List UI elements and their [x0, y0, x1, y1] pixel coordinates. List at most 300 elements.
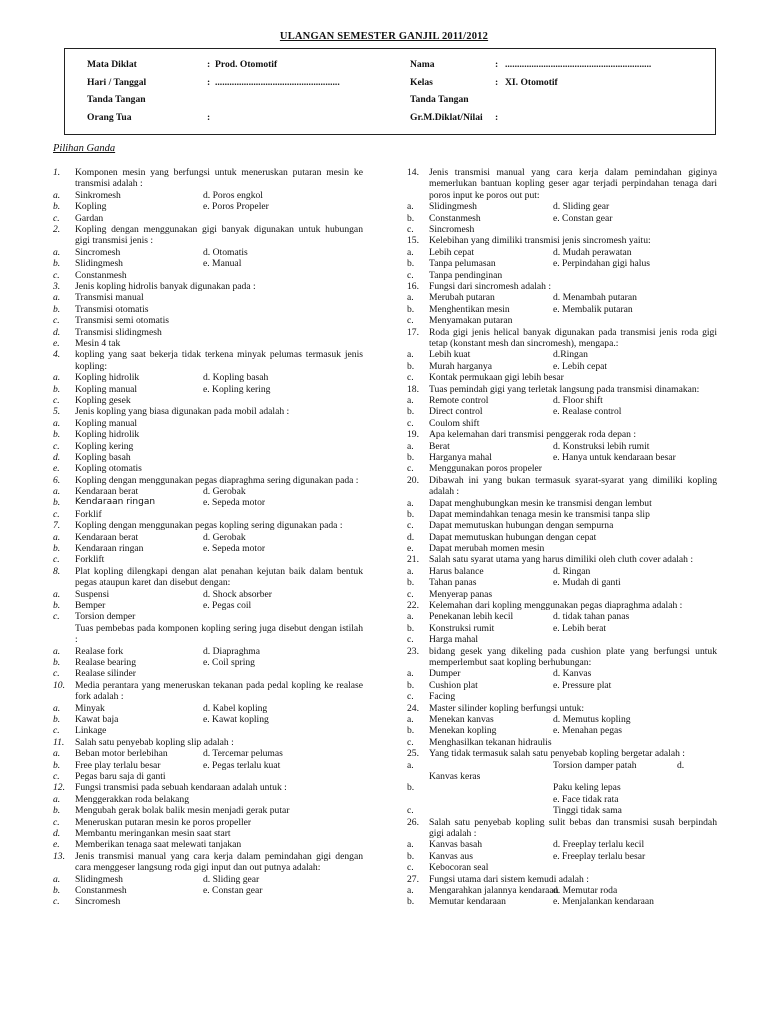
option-text: Constanmesh: [75, 269, 127, 281]
option-text-secondary: e. Realase control: [553, 406, 622, 418]
answer-option-row[interactable]: [407, 805, 717, 816]
answer-option-row[interactable]: [53, 532, 363, 543]
answer-options: [407, 714, 717, 748]
option-letter: a.: [407, 497, 414, 509]
identity-separator: :: [495, 59, 499, 70]
option-letter: c.: [407, 372, 414, 384]
option-text: Murah harganya: [429, 360, 492, 372]
option-letter: c.: [407, 805, 414, 817]
option-letter: c.: [407, 736, 414, 748]
answer-options: [407, 885, 717, 908]
answer-option-row[interactable]: [53, 258, 363, 269]
option-text: Kendaraan ringan: [75, 497, 156, 508]
question-text: Fungsi dari sincromesh adalah :: [429, 280, 552, 292]
answer-option-row[interactable]: [53, 497, 363, 508]
option-letter: c.: [53, 770, 60, 782]
question-text: Komponen mesin yang berfungsi untuk meneruskan putaran mesin ke transmisi adalah :: [75, 167, 363, 190]
option-text-secondary: e. Membalik putaran: [553, 303, 633, 315]
answer-option-row[interactable]: [53, 247, 363, 258]
option-text: Dumper: [429, 668, 461, 680]
option-text-secondary: d. Otomatis: [203, 246, 248, 258]
option-text: Pegas baru saja di ganti: [75, 770, 166, 782]
option-text-secondary: d. Poros engkol: [203, 189, 263, 201]
answer-option-row[interactable]: [407, 258, 717, 269]
option-text: Slidingmesh: [75, 258, 123, 270]
option-letter: a.: [407, 246, 414, 258]
identity-value: Prod. Otomotif: [215, 59, 278, 70]
answer-option-row[interactable]: [407, 452, 717, 463]
option-text: Forklif: [75, 508, 102, 520]
answer-option-row[interactable]: [407, 520, 717, 531]
answer-option-row[interactable]: [53, 315, 363, 326]
answer-option-row[interactable]: [407, 589, 717, 600]
answer-option-row[interactable]: [407, 714, 717, 725]
answer-option-row[interactable]: [407, 885, 717, 896]
answer-option-row[interactable]: [53, 828, 363, 839]
option-letter: c.: [53, 896, 60, 908]
option-letter: a.: [407, 839, 414, 851]
answer-option-row[interactable]: [53, 817, 363, 828]
option-text: Memutar kendaraan: [429, 896, 506, 908]
option-letter: e.: [53, 839, 60, 851]
option-text: Beban motor berlebihan: [75, 748, 168, 760]
identity-row: [87, 94, 387, 112]
option-letter: b.: [407, 850, 415, 862]
answer-option-row[interactable]: [53, 463, 363, 474]
answer-option-row[interactable]: [407, 418, 717, 429]
answer-option-row[interactable]: [53, 714, 363, 725]
answer-option-row[interactable]: [53, 771, 363, 782]
answer-option-row[interactable]: [407, 566, 717, 577]
option-letter: b.: [407, 896, 415, 908]
answer-options: [407, 292, 717, 326]
answer-option-row[interactable]: [407, 498, 717, 509]
answer-options: [53, 247, 363, 281]
answer-option-row[interactable]: [407, 372, 717, 383]
option-text: Sincromesh: [429, 224, 475, 235]
answer-option-row[interactable]: [53, 589, 363, 600]
answer-option-row[interactable]: [407, 782, 717, 793]
option-letter: c.: [53, 554, 60, 566]
option-text: Dapat menghubungkan mesin ke transmisi dengan lembut: [429, 497, 652, 509]
answer-option-row[interactable]: [407, 213, 717, 224]
answer-option-row[interactable]: [407, 224, 717, 235]
answer-option-row[interactable]: [407, 691, 717, 702]
option-text: Lebih kuat: [429, 349, 471, 361]
question-number: 26.: [407, 816, 419, 828]
option-letter: c.: [407, 862, 414, 874]
option-letter: a.: [407, 349, 414, 361]
question-text: Media perantara yang meneruskan tekanan pada pedal kopling ke realase fork adalah :: [75, 679, 363, 703]
answer-option-row[interactable]: [407, 441, 717, 452]
answer-option-row[interactable]: [407, 634, 717, 645]
question-number: 21.: [407, 554, 419, 566]
option-text: Harus balance: [429, 565, 484, 577]
option-letter: b.: [407, 725, 415, 737]
question-text: bidang gesek yang dikeling pada cushion plate yang berfungsi untuk memperlembut saat kopling berhubungan:: [429, 645, 717, 669]
option-letter: b.: [53, 429, 61, 441]
answer-options: [53, 589, 363, 623]
option-text: Suspensi: [75, 588, 110, 600]
option-letter: c.: [53, 212, 60, 224]
option-text: Kopling hidrolik: [75, 429, 140, 441]
answer-option-row[interactable]: [53, 554, 363, 565]
option-text: Menyerap panas: [429, 588, 493, 600]
question-item: [53, 520, 363, 531]
answer-option-row[interactable]: [407, 201, 717, 212]
option-text: Sincromesh: [75, 896, 121, 908]
answer-option-row[interactable]: [407, 532, 717, 543]
answer-option-row[interactable]: [407, 668, 717, 679]
question-number: 16.: [407, 280, 419, 292]
answer-option-row[interactable]: [407, 725, 717, 736]
answer-option-row[interactable]: [53, 839, 363, 850]
option-letter: c.: [407, 269, 414, 281]
answer-options: [53, 748, 363, 782]
question-item: [53, 623, 363, 646]
option-letter: a.: [53, 793, 61, 805]
option-text: Menggerakkan roda belakang: [75, 793, 190, 805]
option-text: Kopling gesek: [75, 394, 131, 406]
option-text-secondary: e. Constan gear: [553, 212, 613, 224]
answer-options: [53, 418, 363, 475]
option-text: Cushion plat: [429, 679, 478, 691]
option-text: Sincromesh: [75, 246, 121, 258]
answer-option-row[interactable]: [53, 703, 363, 714]
option-text: Remote control: [429, 394, 489, 406]
question-text: Roda gigi jenis helical banyak digunakan pada transmisi jenis roda gigi tetap (konstant mesh dan sincromesh), mengapa.:: [429, 326, 717, 349]
option-letter: c.: [53, 315, 60, 327]
option-text: Linkage: [75, 725, 107, 737]
answer-option-row[interactable]: [53, 748, 363, 759]
answer-option-row[interactable]: [53, 646, 363, 657]
option-letter: b.: [53, 884, 61, 896]
answer-option-row[interactable]: [53, 395, 363, 406]
option-letter: d.: [407, 531, 415, 543]
question-number: 4.: [53, 349, 61, 361]
option-text: Tahan panas: [429, 577, 477, 589]
option-letter: b.: [407, 258, 415, 270]
answer-option-row[interactable]: [53, 213, 363, 224]
option-text: Harganya mahal: [429, 451, 492, 463]
answer-option-row[interactable]: [407, 304, 717, 315]
option-text: Dapat merubah momen mesin: [429, 543, 545, 555]
answer-option-row[interactable]: [407, 315, 717, 326]
answer-option-row[interactable]: [53, 805, 363, 816]
identity-separator: :: [207, 59, 211, 70]
option-text-secondary: d. Kabel kopling: [203, 702, 268, 714]
question-item: [53, 851, 363, 874]
question-text: Salah satu syarat utama yang harus dimiliki oleh cluth cover adalah :: [429, 554, 694, 566]
answer-option-row[interactable]: [407, 760, 717, 771]
option-letter: c.: [53, 508, 60, 520]
answer-option-row[interactable]: [407, 577, 717, 588]
option-text-secondary: d. Memutus kopling: [553, 714, 631, 725]
answer-option-row[interactable]: [53, 418, 363, 429]
answer-option-row[interactable]: [407, 851, 717, 862]
answer-option-row[interactable]: [53, 441, 363, 452]
option-text: Realase fork: [75, 645, 124, 657]
answer-option-row[interactable]: [53, 611, 363, 622]
option-text: Mengarahkan jalannya kendaraan: [429, 884, 559, 896]
option-letter: b.: [407, 451, 415, 463]
question-item: [53, 224, 363, 247]
answer-option-row[interactable]: [407, 361, 717, 372]
option-text: Kendaraan berat: [75, 531, 139, 543]
identity-separator: :: [495, 76, 499, 88]
answer-option-row[interactable]: [53, 486, 363, 497]
option-text: Menggunakan poros propeler: [429, 463, 542, 475]
identity-label: Hari / Tanggal: [87, 76, 147, 88]
answer-options: [407, 395, 717, 429]
question-item: [407, 281, 717, 292]
question-item: [407, 235, 717, 246]
question-text: Kelebihan yang dimiliki transmisi jenis sincromesh yaitu:: [429, 235, 651, 247]
question-text: Kopling dengan menggunakan pegas kopling sering digunakan pada :: [75, 520, 343, 532]
identity-label: Orang Tua: [87, 111, 132, 123]
answer-option-row[interactable]: [53, 725, 363, 736]
answer-option-row[interactable]: [53, 190, 363, 201]
option-letter: c.: [407, 463, 414, 475]
option-text: Menghentikan mesin: [429, 303, 510, 315]
option-text: Slidingmesh: [429, 201, 477, 213]
answer-option-row[interactable]: [407, 463, 717, 474]
answer-option-row[interactable]: [407, 839, 717, 850]
question-text: Kelemahan dari kopling menggunakan pegas diapraghma adalah :: [429, 600, 683, 612]
option-text-secondary: e. Menjalankan kendaraan: [553, 896, 654, 908]
option-text-secondary: e. Kawat kopling: [203, 714, 269, 725]
option-letter: b.: [53, 805, 61, 817]
question-item: [407, 817, 717, 840]
option-text: Kawat baja: [75, 714, 119, 725]
answer-option-row[interactable]: [53, 509, 363, 520]
identity-row: [410, 112, 710, 130]
identity-label: Gr.M.Diklat/Nilai: [410, 111, 483, 123]
answer-option-row[interactable]: [407, 896, 717, 907]
answer-option-row[interactable]: [53, 885, 363, 896]
answer-options: [407, 839, 717, 873]
option-text-secondary: e. Kopling kering: [203, 383, 271, 395]
answer-option-row[interactable]: [53, 372, 363, 383]
answer-options: [407, 760, 717, 817]
option-text: Sinkromesh: [75, 189, 121, 201]
answer-option-row[interactable]: [407, 771, 717, 782]
answer-option-row[interactable]: [407, 292, 717, 303]
answer-option-row[interactable]: [53, 384, 363, 395]
option-letter: a.: [407, 201, 414, 213]
answer-options: [407, 668, 717, 702]
answer-option-row[interactable]: [407, 543, 717, 554]
option-letter: c.: [407, 691, 414, 703]
answer-option-row[interactable]: [53, 874, 363, 885]
questions-right-column: [407, 167, 717, 908]
identity-value: XI. Otomotif: [505, 76, 558, 88]
answer-option-row[interactable]: [407, 611, 717, 622]
answer-option-row[interactable]: [407, 862, 717, 873]
answer-option-row[interactable]: [407, 737, 717, 748]
option-letter: b.: [53, 497, 61, 509]
answer-option-row[interactable]: [53, 896, 363, 907]
question-number: 11.: [53, 736, 65, 748]
option-letter: a.: [53, 486, 61, 498]
option-letter: a.: [407, 759, 414, 771]
option-letter: a.: [53, 246, 61, 258]
option-text-secondary: d. tidak tahan panas: [553, 611, 630, 623]
identity-row: [410, 94, 710, 112]
option-letter: d.: [677, 759, 685, 771]
question-number: 25.: [407, 748, 419, 760]
questions-left-column: [53, 167, 363, 908]
option-text: Harga mahal: [429, 634, 479, 646]
question-number: 12.: [53, 782, 65, 794]
option-text-secondary: e. Lebih cepat: [553, 360, 608, 372]
option-text: Kendaraan ringan: [75, 543, 144, 555]
identity-row: [410, 59, 710, 77]
answer-option-row[interactable]: [53, 201, 363, 212]
option-letter: a.: [53, 645, 61, 657]
answer-option-row[interactable]: [53, 292, 363, 303]
option-text: Bemper: [75, 600, 106, 612]
option-letter: b.: [53, 383, 61, 395]
answer-option-row[interactable]: [53, 429, 363, 440]
option-text: Tanpa pendinginan: [429, 269, 503, 281]
question-item: [53, 349, 363, 372]
question-number: 3.: [53, 280, 61, 292]
identity-separator: :: [207, 111, 211, 123]
option-letter: e.: [407, 543, 414, 555]
option-letter: b.: [53, 303, 61, 315]
question-text: Jenis transmisi manual yang cara kerja dalam pemindahan giginya memerlukan bantuan kopling geser agar terjadi perpindahan tenaga dari poros input ke poros out put:: [429, 167, 717, 201]
identity-value: .............................................................: [505, 59, 652, 70]
option-letter: d.: [53, 827, 61, 839]
question-item: [53, 737, 363, 748]
answer-option-row[interactable]: [53, 270, 363, 281]
question-text: Tuas pemindah gigi yang terletak langsung pada transmisi dinamakan:: [429, 383, 700, 395]
answer-option-row[interactable]: [407, 680, 717, 691]
answer-option-row[interactable]: [53, 668, 363, 679]
question-number: 15.: [407, 235, 419, 247]
option-letter: a.: [407, 394, 414, 406]
answer-option-row[interactable]: [407, 509, 717, 520]
answer-option-row[interactable]: [53, 794, 363, 805]
identity-label: Tanda Tangan: [87, 94, 146, 105]
answer-option-row[interactable]: [53, 327, 363, 338]
answer-option-row[interactable]: [53, 338, 363, 349]
question-item: [407, 429, 717, 440]
answer-option-row[interactable]: [407, 623, 717, 634]
answer-option-row[interactable]: [407, 270, 717, 281]
question-text: kopling yang saat bekerja tidak terkena minyak pelumas termasuk jenis kopling:: [75, 349, 363, 372]
identity-row: [87, 112, 387, 130]
option-letter: a.: [53, 748, 61, 760]
option-text: Kopling: [75, 201, 107, 213]
answer-option-row[interactable]: [53, 600, 363, 611]
option-text: Berat: [429, 440, 450, 452]
option-text-secondary: d. Gerobak: [203, 486, 246, 498]
option-letter: e.: [53, 463, 60, 475]
option-text: Kanvas basah: [429, 839, 483, 851]
option-text-secondary: e. Menahan pegas: [553, 725, 622, 737]
question-text: Tuas pembebas pada komponen kopling sering juga disebut dengan istilah :: [75, 622, 363, 646]
question-number: 6.: [53, 474, 61, 486]
option-text: Menghasilkan tekanan hidraulis: [429, 736, 552, 748]
option-text-secondary: e. Lebih berat: [553, 622, 607, 634]
option-letter: c.: [407, 315, 414, 327]
option-letter: a.: [407, 565, 414, 577]
option-text: Menekan kanvas: [429, 714, 494, 725]
question-item: [407, 327, 717, 350]
option-text: Minyak: [75, 702, 105, 714]
identity-row: [87, 77, 387, 95]
option-text: Constanmesh: [75, 884, 127, 896]
answer-option-row[interactable]: [53, 304, 363, 315]
option-letter: c.: [53, 816, 60, 828]
identity-label: Nama: [410, 59, 435, 70]
section-title: Pilihan Ganda: [53, 143, 116, 154]
identity-label: Tanda Tangan: [410, 94, 469, 105]
answer-option-row[interactable]: [407, 406, 717, 417]
question-item: [53, 475, 363, 486]
question-number: 7.: [53, 520, 61, 532]
option-text: e. Face tidak rata: [553, 793, 619, 805]
option-letter: b.: [407, 360, 415, 372]
answer-option-row[interactable]: [407, 395, 717, 406]
option-text: Transmisi manual: [75, 292, 144, 304]
question-text: Salah satu penyebab kopling slip adalah :: [75, 736, 234, 748]
option-text: Realase bearing: [75, 657, 136, 669]
option-text: Facing: [429, 691, 456, 703]
option-text-secondary: d. Floor shift: [553, 394, 603, 406]
option-text-secondary: d. Ringan: [553, 565, 591, 577]
identity-label: Mata Diklat: [87, 59, 137, 70]
answer-options: [407, 441, 717, 475]
answer-option-row[interactable]: [53, 760, 363, 771]
answer-option-row[interactable]: [407, 794, 717, 805]
option-text: Memberikan tenaga saat melewati tanjakan: [75, 839, 242, 851]
question-number: 27.: [407, 873, 419, 885]
option-letter: a.: [407, 440, 414, 452]
option-text: Dapat memindahkan tenaga mesin ke transmisi tanpa slip: [429, 508, 650, 520]
identity-row: [410, 77, 710, 95]
option-text: Konstruksi rumit: [429, 622, 495, 634]
option-letter: b.: [53, 714, 61, 725]
answer-option-row[interactable]: [53, 543, 363, 554]
option-text: Kopling manual: [75, 383, 138, 395]
answer-option-row[interactable]: [407, 247, 717, 258]
option-text: Merubah putaran: [429, 292, 495, 304]
option-text-secondary: e. Mudah di ganti: [553, 577, 621, 589]
answer-option-row[interactable]: [407, 349, 717, 360]
option-letter: a.: [53, 702, 61, 714]
answer-option-row[interactable]: [53, 657, 363, 668]
answer-options: [407, 611, 717, 645]
question-text: Kopling dengan menggunakan gigi banyak digunakan untuk hubungan gigi transmisi jenis :: [75, 223, 363, 247]
option-text-secondary: d. Diapraghma: [203, 645, 261, 657]
question-number: 13.: [53, 850, 65, 862]
question-item: [407, 874, 717, 885]
option-text: Kanvas aus: [429, 850, 473, 862]
option-letter: b.: [407, 303, 415, 315]
option-text: Realase silinder: [75, 668, 137, 680]
identity-value: ....................................................: [215, 76, 340, 88]
option-text: Coulom shift: [429, 417, 480, 429]
option-text: Torsion demper: [75, 611, 136, 623]
question-text: Fungsi utama dari sistem kemudi adalah :: [429, 873, 589, 885]
option-text: Dapat memutuskan hubungan dengan sempurna: [429, 520, 614, 532]
question-item: [53, 406, 363, 417]
answer-option-row[interactable]: [53, 452, 363, 463]
option-text: Kopling otomatis: [75, 463, 142, 475]
